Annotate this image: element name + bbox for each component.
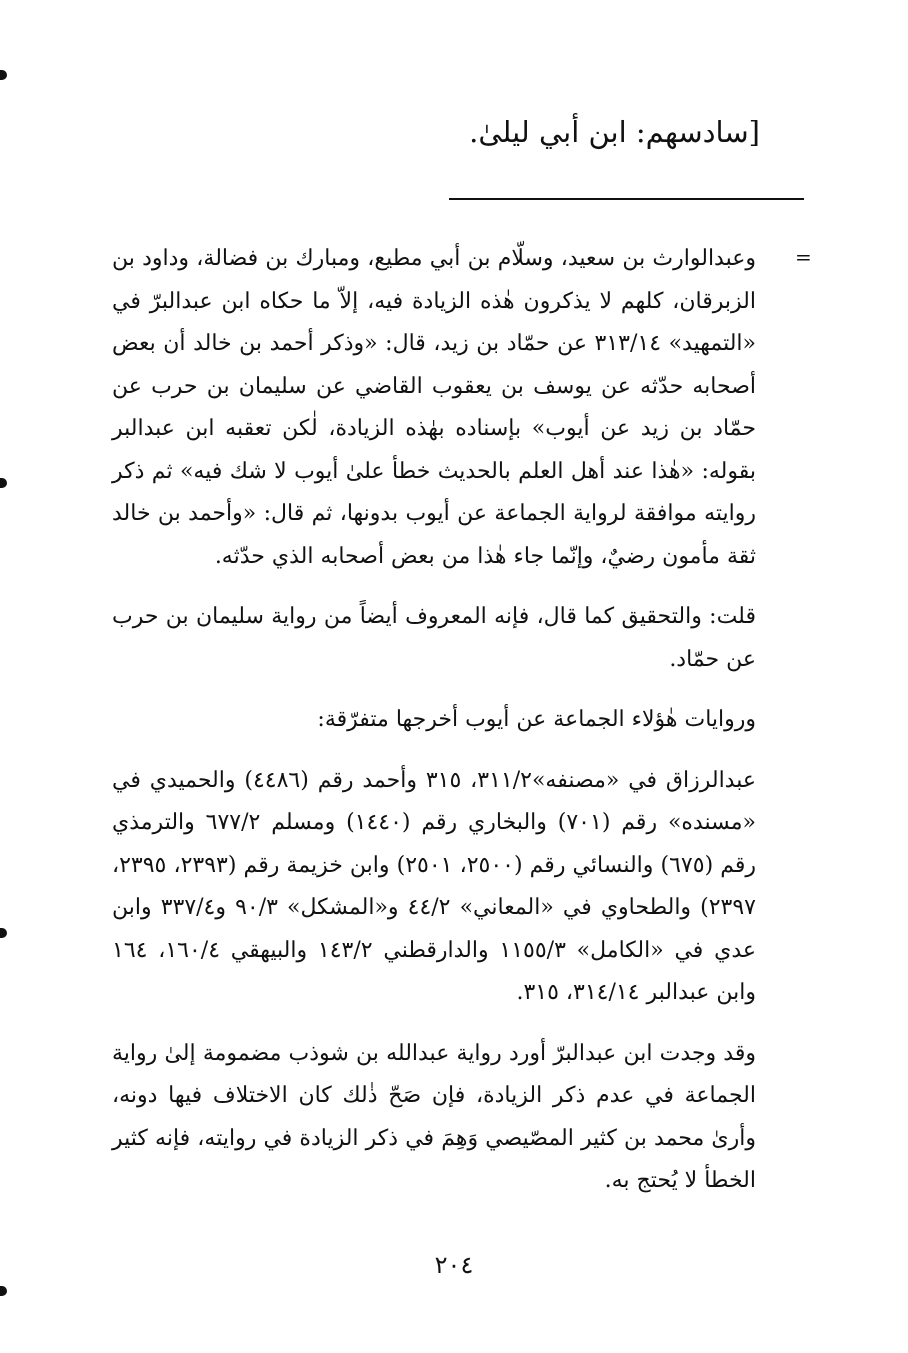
- footnote-paragraph-3: وروايات هٰؤلاء الجماعة عن أيوب أخرجها متفرّقة:: [317, 707, 756, 732]
- footnote-text: [112, 238, 756, 1203]
- section-heading: [سادسهم: ابن أبي ليلىٰ.: [469, 115, 760, 149]
- footnote-paragraph-1: وعبدالوارث بن سعيد، وسلّام بن أبي مطيع، ومبارك بن فضالة، وداود بن الزبرقان، كلهم لا يذكرون هٰذه الزيادة فيه، إلاّ ما حكاه ابن عبدالبرّ في «التمهيد» ٣١٣/١٤ عن حمّاد بن زيد، قال: «وذكر أحمد بن خالد أن بعض أصحابه حدّثه عن يوسف بن يعقوب القاضي عن سليمان بن حرب عن حمّاد بن زيد عن أيوب» بإسناده بهٰذه الزيادة، لٰكن تعقبه ابن عبدالبر بقوله: «هٰذا عند أهل العلم بالحديث خطأ علىٰ أيوب لا شك فيه» ثم ذكر روايته موافقة لرواية الجماعة عن أيوب بدونها، ثم قال: «وأحمد بن خالد ثقة مأمون رضيٌ، وإنّما جاء هٰذا من بعض أصحابه الذي حدّثه.: [112, 246, 756, 569]
- footnote-paragraph-2: قلت: والتحقيق كما قال، فإنه المعروف أيضاً من رواية سليمان بن حرب عن حمّاد.: [112, 604, 756, 672]
- footnote-continuation-marker: =: [795, 245, 812, 269]
- page-number: ٢٠٤: [434, 1251, 474, 1279]
- footnote-paragraph-4: عبدالرزاق في «مصنفه»٣١١/٢، ٣١٥ وأحمد رقم (٤٤٨٦) والحميدي في «مسنده» رقم (٧٠١) والبخاري رقم (١٤٤٠) ومسلم ٦٧٧/٢ والترمذي رقم (٦٧٥) والنسائي رقم (٢٥٠٠، ٢٥٠١) وابن خزيمة رقم (٢٣٩٣، ٢٣٩٥، ٢٣٩٧) والطحاوي في «المعاني» ٤٤/٢ و«المشكل» ٩٠/٣ و٣٣٧/٤ وابن عدي في «الكامل» ١١٥٥/٣ والدارقطني ١٤٣/٢ والبيهقي ١٦٠/٤، ١٦٤ وابن عبدالبر ٣١٤/١٤، ٣١٥.: [112, 767, 757, 1005]
- footnote-separator: [449, 198, 804, 200]
- footnote-paragraph-5: وقد وجدت ابن عبدالبرّ أورد رواية عبدالله بن شوذب مضمومة إلىٰ رواية الجماعة في عدم ذكر الزيادة، فإن صَحّ ذٰلك كان الاختلاف فيها دونه، وأرىٰ محمد بن كثير المصّيصي وَهِمَ في ذكر الزيادة في روايته، فإنه كثير الخطأ لا يُحتج به.: [112, 1040, 756, 1193]
